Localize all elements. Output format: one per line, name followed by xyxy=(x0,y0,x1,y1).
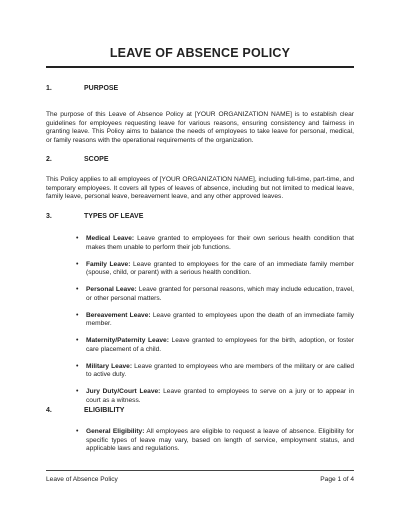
item-term: General Eligibility: xyxy=(86,428,145,435)
item-term: Jury Duty/Court Leave: xyxy=(86,388,161,396)
section-heading-types xyxy=(46,213,143,220)
item-text: Leave granted to employees who are members of the military or are called to active duty. xyxy=(86,362,354,379)
item-term: Military Leave: xyxy=(86,362,133,370)
title-divider xyxy=(46,66,354,68)
footer-page-number: Page 1 of 4 xyxy=(320,476,354,483)
footer-divider xyxy=(46,470,354,471)
item-text: Leave granted to employees for the birth, adoption, or foster care placement of a child. xyxy=(86,337,354,353)
bullet-icon: • xyxy=(76,260,79,268)
leave-types-list xyxy=(76,235,354,414)
bullet-icon: • xyxy=(76,428,79,435)
item-text: All employees are eligible to request a leave of absence. Eligibility for specific types of leave may vary, based on length of service, employment status, and applicable laws and regulations. xyxy=(86,428,354,453)
section-title: PURPOSE xyxy=(84,85,119,92)
section-title: ELIGIBILITY xyxy=(84,407,125,414)
purpose-paragraph: The purpose of this Leave of Absence Policy at [YOUR ORGANIZATION NAME] is to establish clear guidelines for employees requesting leave for various reasons, ensuring consistency and fairness in granting leave. This Policy aims to balance the needs of employees to take leave for personal, medical, or family reasons with the operational requirements of the organization. xyxy=(46,111,354,144)
item-term: Family Leave: xyxy=(86,260,131,268)
item-term: Personal Leave: xyxy=(86,286,137,294)
footer-document-name: Leave of Absence Policy xyxy=(46,476,118,483)
section-heading-purpose xyxy=(46,85,118,92)
section-number: 1. xyxy=(46,85,52,92)
bullet-icon: • xyxy=(76,362,79,370)
item-text: Leave granted for personal reasons, which may include education, travel, or other personal matters. xyxy=(86,286,354,302)
bullet-icon: • xyxy=(76,337,79,345)
list-item xyxy=(76,428,354,454)
bullet-icon: • xyxy=(76,311,79,319)
eligibility-list xyxy=(76,428,354,462)
bullet-icon: • xyxy=(76,388,79,396)
list-item xyxy=(76,362,354,380)
list-item xyxy=(76,337,354,354)
scope-paragraph: This Policy applies to all employees of [YOUR ORGANIZATION NAME], including full-time, part-time, and temporary employees. It covers all types of leaves of absence, including but not limited to medical leave, family leave, personal leave, bereavement leave, and any other approved leaves. xyxy=(46,176,354,201)
document-title: LEAVE OF ABSENCE POLICY xyxy=(109,46,291,60)
section-number: 4. xyxy=(46,407,52,414)
section-number: 3. xyxy=(46,213,52,220)
item-term: Bereavement Leave: xyxy=(86,311,151,319)
list-item xyxy=(76,388,354,405)
section-heading-eligibility xyxy=(46,407,124,414)
item-text: Leave granted to employees upon the death of an immediate family member. xyxy=(86,311,354,328)
list-item xyxy=(76,260,354,278)
bullet-icon: • xyxy=(76,235,79,242)
item-text: Leave granted to employees for the care of an immediate family member (spouse, child, or parent) with a serious health condition. xyxy=(86,260,354,277)
item-term: Maternity/Paternity Leave: xyxy=(86,337,169,345)
list-item xyxy=(76,311,354,329)
list-item xyxy=(76,235,354,252)
section-number: 2. xyxy=(46,156,52,163)
section-title: SCOPE xyxy=(84,156,109,163)
section-heading-scope xyxy=(46,156,109,163)
section-title: TYPES OF LEAVE xyxy=(84,213,144,220)
bullet-icon: • xyxy=(76,286,79,294)
item-text: Leave granted to employees for their own serious health condition that makes them unable to perform their job functions. xyxy=(86,235,354,251)
item-term: Medical Leave: xyxy=(86,235,135,242)
list-item xyxy=(76,286,354,303)
item-text: Leave granted to employees to serve on a jury or to appear in court as a witness. xyxy=(86,388,354,405)
